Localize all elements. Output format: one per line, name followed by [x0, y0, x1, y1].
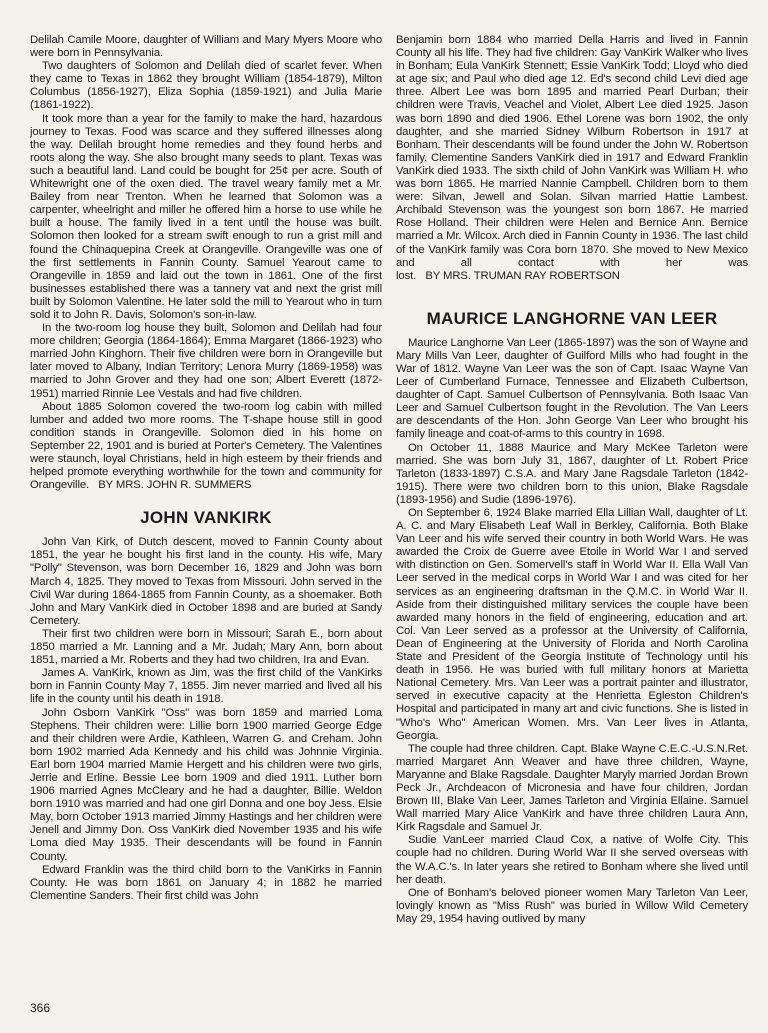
- paragraph: In the two-room log house they built, Solomon and Delilah had four more children; Georgia (1864-1864); Emma Margaret (1866-1923) who married John Kinghorn. Their five children were born in Orangeville but later moved to Albany, Indian Territory; Lenora Murry (1869-1958) was married to John Grover and they had one son; Albert Everett (1872-1951) married Rinnie Lee Vestals and had five children.: [30, 322, 382, 400]
- byline: BY MRS. TRUMAN RAY ROBERTSON: [425, 269, 620, 282]
- section-heading-maurice-van-leer: MAURICE LANGHORNE VAN LEER: [426, 308, 718, 328]
- paragraph: John Osborn VanKirk "Oss" was born 1859 and married Loma Stephens. Their children were: Lillie born 1900 married George Edge and their children were Ardie, Kathleen, Warren G. and Creham. John born 1902 married Ada Kennedy and his child was Johnnie Virginia. Earl born 1904 married Mamie Hergett and his children were two girls, Jerrie and Erline. Bessie Lee born 1909 and died 1911. Luther born 1906 married Agnes McCleary and he had a daughter, Billie. Weldon born 1910 was married and had one girl Donna and one boy Jess. Elsie May, born October 1913 married Jimmy Hastings and her children were Jenell and Jimmy Don. Oss VanKirk died November 1935 and his wife Loma died May 1935. Their descendants will be found in Fannin County.: [30, 706, 382, 863]
- paragraph: Their first two children were born in Missouri; Sarah E., born about 1850 married a Mr. Lanning and a Mr. Judah; Mary Ann, born about 1851, married a Mr. Roberts and they had two children, Ira and Evan.: [30, 627, 382, 667]
- paragraph: Maurice Langhorne Van Leer (1865-1897) was the son of Wayne and Mary Mills Van Leer, daughter of Guilford Mills who had fought in the War of 1812. Wayne Van Leer was the son of Capt. Isaac Wayne Van Leer of Cumberland Furnace, Tennessee and Elizabeth Culbertson, daughter of Capt. Samuel Culbertson of Pennsylvania. Both Isaac Van Leer and Samuel Culbertson fought in the Revolution. The Van Leers are descendants of the Hon. John George Van Leer who brought his family lineage and coat-of-arms to this country in 1698.: [396, 336, 748, 441]
- paragraph-with-byline: [396, 34, 748, 283]
- section-heading-john-vankirk: JOHN VANKIRK: [140, 508, 272, 528]
- paragraph: It took more than a year for the family to make the hard, hazardous journey to Texas. Food was scarce and they suffered illnesses along the way. Delilah brought home remedies and they found herbs and roots along the way. She also brought many seeds to plant. Texas was such a beautiful land. Land could be bought for 25¢ per acre. South of Whitewright one of the oxen died. The travel weary family met a Mr. Bailey from near Trenton. When he learned that Solomon was a carpenter, wheelright and miller he offered him a horse to use while he built a house. The family lived in a tent until the house was built. Solomon then looked for a stream swift enough to run a grist mill and found the Chinaquepina Creek at Orangeville. Orangeville was one of the first settlements in Fannin County. Samuel Yearout came to Orangeville in 1859 and laid out the town in 1861. One of the first businesses established there was a tannery vat and next the grist mill built by Solomon Valentine. He later sold the mill to Yearout who in turn sold it to John R. Davis, Solomon's son-in-law.: [30, 112, 382, 321]
- paragraph-with-byline: [30, 401, 382, 493]
- paragraph-text: Benjamin born 1884 who married Della Harris and lived in Fannin County all his life. They had five children: Gay VanKirk Walker who lives in Bonham; Eula VanKirk Stennett; Essie VanKirk Todd; Lloyd who died at age six; and Paul who died age 12. Ed's second child Levi died age three. Albert Lee was born 1895 and married Pearl Durban; their children were Travis, Veachel and Violet, Albert Lee died 1925. Jason was born 1890 and died 1906. Ethel Lorene was born 1902, the only daughter, and she married Sidney Wilburn Robertson in 1917 at Bonham. Their descendants will be found under the John W. Robertson family. Clementine Sanders VanKirk died in 1917 and Edward Franklin VanKirk died 1933. The sixth child of John VanKirk was William H. who was born 1865. He married Nannie Campbell. Children born to them were: Silvan, Jewell and Solan. Silvan married Hattie Lambest. Archibald Stevenson was the youngest son born 1867. He married Rose Holland. Their children were Helen and Bernice Ann. Bernice married a Mr. Wilcox. Arch died in Fannin County in 1936. The last child of the VanKirk family was Cora born 1870. She moved to New Mexico and all contact with her was lost.: [396, 34, 748, 282]
- paragraph-text: About 1885 Solomon covered the two-room log cabin with milled lumber and added two more rooms. The T-shape house still in good condition stands in Orangeville. Solomon died in his home on September 22, 1901 and is buried at Porter's Cemetery. The Valentines were staunch, loyal Christians, held in high esteem by their friends and helped promote everything worthwhile for the town and community for Orangeville.: [30, 400, 382, 492]
- page-number: 366: [30, 1001, 51, 1015]
- paragraph: John Van Kirk, of Dutch descent, moved to Fannin County about 1851, the year he bought his first land in the county. His wife, Mary "Polly" Stevenson, was born December 16, 1829 and John was born March 4, 1825. They moved to Texas from Missouri. John served in the Civil War during 1864-1865 from Fannin County, as a shoemaker. Both John and Mary VanKirk died in October 1898 and are buried at Sandy Cemetery.: [30, 536, 382, 627]
- paragraph: Two daughters of Solomon and Delilah died of scarlet fever. When they came to Texas in 1862 they brought William (1854-1879), Milton Columbus (1856-1927), Eliza Sophia (1859-1921) and Julia Marie (1861-1922).: [30, 60, 382, 112]
- right-column: [396, 34, 748, 1004]
- paragraph: James A. VanKirk, known as Jim, was the first child of the VanKirks born in Fannin County May 7, 1855. Jim never married and lived all his life in the county until his death in 1918.: [30, 667, 382, 706]
- paragraph: One of Bonham's beloved pioneer women Mary Tarleton Van Leer, lovingly known as "Miss Rush" was buried in Willow Wild Cemetery May 29, 1954 having outlived by many: [396, 886, 748, 925]
- left-column: [30, 34, 382, 1004]
- paragraph: On October 11, 1888 Maurice and Mary McKee Tarleton were married. She was born July 31, 1867, daughter of Lt. Robert Price Tarleton (1833-1897) C.S.A. and Mary Jane Ragsdale Tarleton (1842-1915). There were two children born to this union, Blake Ragsdale (1893-1956) and Sudie (1896-1976).: [396, 441, 748, 506]
- paragraph: On September 6, 1924 Blake married Ella Lillian Wall, daughter of Lt. A. C. and Mary Elisabeth Leaf Wall in Berkley, California. Both Blake Van Leer and his wife served their country in both World Wars. He was awarded the Croix de Guerre avee Etoile in World War I and served with distinction on Gen. Somervell's staff in World War II. Ella Wall Van Leer served in the medical corps in World War I and was cited for her services as an engineering draftsman in the Q.M.C. in World War II. Aside from their distinguished military services the couple have been awarded many honors in the field of engineering, education and art. Col. Van Leer served as a professor at the University of California, Dean of Engineering at the University of Florida and North Carolina State and President of the Georgia Institute of Technology until his death in 1956. He was buried with full military honors at Marietta National Cemetery. Mrs. Van Leer was a portrait painter and illustrator, served in executive capacity at the Henrietta Egleston Children's Hospital and participated in many art and civic functions. She is listed in "Who's Who" American Women. Mrs. Van Leer lives in Atlanta, Georgia.: [396, 507, 748, 742]
- paragraph: Edward Franklin was the third child born to the VanKirks in Fannin County. He was born 1861 on January 4; in 1882 he married Clementine Sanders. Their first child was John: [30, 863, 382, 902]
- byline: BY MRS. JOHN R. SUMMERS: [98, 479, 252, 492]
- paragraph: The couple had three children. Capt. Blake Wayne C.E.C.-U.S.N.Ret. married Margaret Ann Weaver and have three children, Wayne, Maryanne and Blake Ragsdale. Daughter Maryly married Jordan Brown Peck Jr., Archdeacon of Micronesia and have four children, Jordan Brown III, Blake Van Leer, James Tarleton and Virginia Ellaine. Samuel Wall married Mary Alice VanKirk and have three children Laura Ann, Kirk Ragsdale and Samuel Jr.: [396, 742, 748, 834]
- paragraph: Delilah Camile Moore, daughter of William and Mary Myers Moore who were born in Pennsylvania.: [30, 34, 382, 60]
- paragraph: Sudie VanLeer married Claud Cox, a native of Wolfe City. This couple had no children. During World War II she served overseas with the W.A.C.'s. In later years she retired to Bonham where she lived until her death.: [396, 834, 748, 886]
